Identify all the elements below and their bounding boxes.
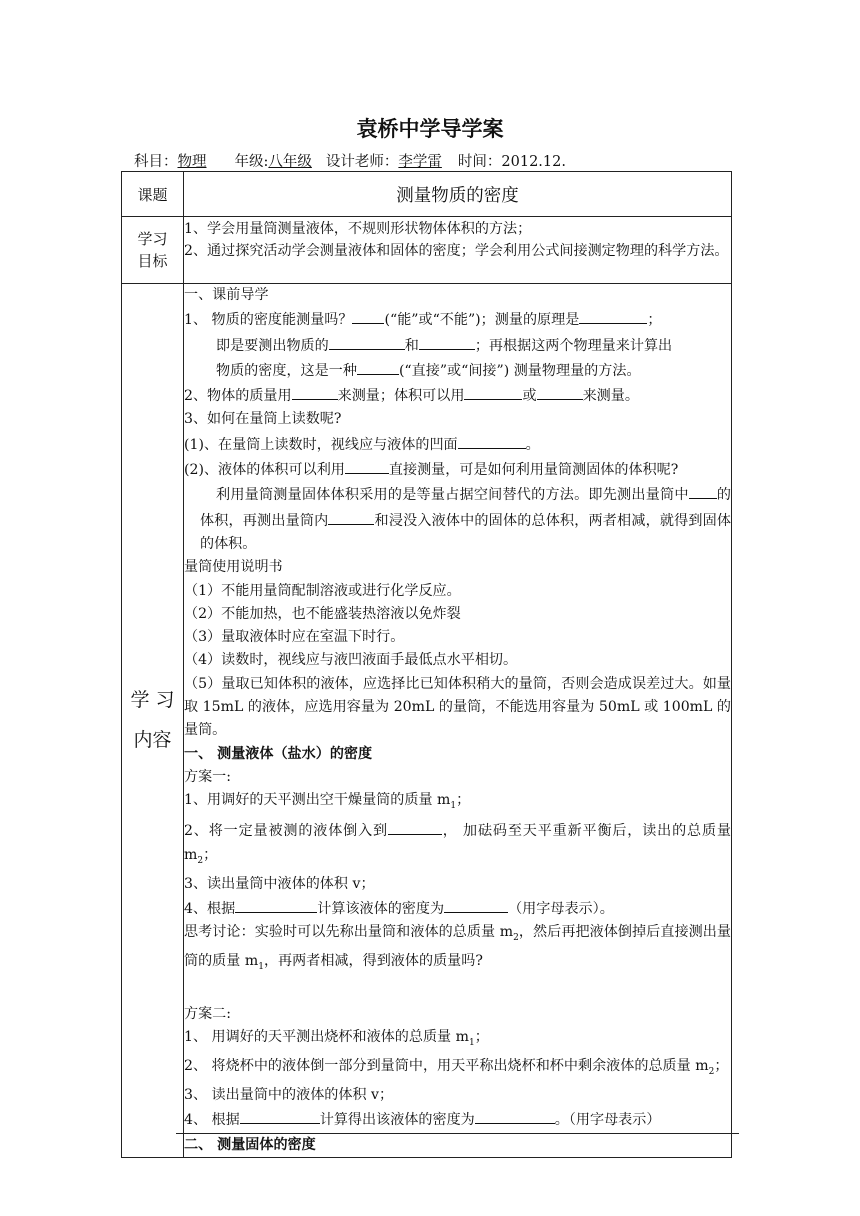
section-heading: 一、 测量液体（盐水）的密度	[184, 745, 373, 762]
subject-label: 科目：	[134, 154, 178, 170]
document-title: 袁桥中学导学案	[356, 117, 504, 141]
topic-label: 课题	[122, 172, 184, 217]
goals-row	[122, 217, 732, 284]
time-label: 时间：2012.12.	[457, 154, 566, 170]
blank[interactable]	[352, 307, 384, 324]
question-line: 物质的密度，这是一种 (“直接”或“间接”) 测量物理量的方法。	[184, 358, 731, 383]
discussion: 思考讨论：实验时可以先称出量筒和液体的总质量 $m_2$，然后再把液体倒掉后直接测出量筒的质量 $m_1$，再两者相减，得到液体的质量吗?	[184, 924, 732, 973]
blank[interactable]	[240, 1107, 320, 1124]
question-line: 2、物体的质量用 来测量；体积可以用 或 来测量。	[184, 383, 731, 408]
goals-content	[184, 217, 732, 284]
blank[interactable]	[388, 818, 442, 835]
topic-value: 测量物质的密度	[184, 172, 732, 217]
blank[interactable]	[329, 333, 405, 350]
topic-row	[122, 172, 732, 217]
manual-item: （1）不能用量筒配制溶液或进行化学反应。	[184, 582, 461, 599]
blank[interactable]	[235, 896, 317, 913]
paragraph: 利用量筒测量固体体积采用的是等量占据空间替代的方法。即先测出量筒中 的体积，再测出量筒内 和浸没入液体中的固体的总体积，两者相减，就得到固体的体积。	[184, 482, 731, 556]
subject-value: 物理	[177, 154, 207, 170]
manual-item: （4）读数时，视线应与液凹液面手最低点水平相切。	[184, 652, 518, 669]
plan-title: 方案二:	[184, 1005, 232, 1022]
blank[interactable]	[579, 307, 647, 324]
manual-item: （5）量取已知体积的液体，应选择比已知体积稍大的量筒，否则会造成误差过大。如量取 15mL 的液体，应选用容量为 20mL 的量筒，不能选用容量为 50mL 或 100mL 的量筒。	[184, 675, 731, 739]
goal-item: 1、学会用量筒测量液体，不规则形状物体体积的方法；	[184, 221, 532, 237]
manual-item: （2）不能加热，也不能盛装热溶液以免炸裂	[184, 605, 461, 622]
plan-title: 方案一:	[184, 768, 232, 785]
step-line: 1、用调好的天平测出空干燥量筒的质量 $m_1$；	[184, 792, 471, 812]
step-line: 4、根据 计算该液体的密度为 （用字母表示）。	[184, 896, 731, 921]
manual-heading: 量筒使用说明书	[184, 559, 283, 576]
blank[interactable]	[689, 482, 717, 499]
blank[interactable]	[444, 896, 508, 913]
teacher-value: 李学雷	[398, 154, 442, 170]
blank[interactable]	[458, 432, 526, 449]
step-line: 2、 将烧杯中的液体倒一部分到量筒中，用天平称出烧杯和杯中剩余液体的总质量 $m_2$；	[184, 1057, 729, 1077]
question-line: 即是要测出物质的 和 ；再根据这两个物理量来计算出	[184, 333, 731, 358]
step-line: 1、 用调好的天平测出烧杯和液体的总质量 $m_1$；	[184, 1028, 489, 1048]
goals-label: 学习 目标	[122, 217, 184, 284]
blank[interactable]	[328, 508, 374, 525]
question-line: (1)、在量筒上读数时，视线应与液体的凹面 。	[184, 432, 731, 457]
question-line: 3、如何在量筒上读数呢?	[184, 411, 342, 428]
step-line: 3、读出量筒中液体的体积 v；	[184, 875, 375, 892]
content-row	[122, 284, 732, 1158]
goal-item: 2、通过探究活动学会测量液体和固体的密度；学会利用公式间接测定物理的科学方法。	[184, 243, 729, 259]
blank[interactable]	[537, 383, 583, 400]
grade-label: 年级:	[234, 154, 269, 170]
content-label: 学 习 内容	[122, 284, 184, 1158]
section-heading: 一、课前导学	[184, 287, 269, 303]
blank[interactable]	[292, 383, 338, 400]
section-heading: 二、 测量固体的密度	[176, 1133, 739, 1157]
content-body	[184, 284, 732, 1158]
meta-line	[134, 150, 566, 171]
step-line: 3、 读出量筒中的液体的体积 v；	[184, 1087, 394, 1104]
blank[interactable]	[464, 383, 522, 400]
blank[interactable]	[345, 457, 389, 474]
question-line: (2)、液体的体积可以利用 直接测量，可是如何利用量筒测固体的体积呢?	[184, 457, 731, 482]
grade-value: 八年级	[268, 154, 312, 170]
step-line: 2、将一定量被测的液体倒入到 ， 加砝码至天平重新平衡后，读出的总质量 $m_2$；	[184, 818, 731, 872]
blank[interactable]	[419, 333, 475, 350]
lesson-table	[121, 171, 732, 1158]
question-line: 1、 物质的密度能测量吗？ (“能”或“不能”)；测量的原理是 ；	[184, 307, 731, 332]
blank[interactable]	[357, 358, 399, 375]
blank[interactable]	[475, 1107, 555, 1124]
manual-item: （3）量取液体时应在室温下时行。	[184, 629, 405, 646]
step-line: 4、 根据 计算得出该液体的密度为 。（用字母表示）	[184, 1107, 731, 1132]
teacher-label: 设计老师：	[325, 154, 399, 170]
